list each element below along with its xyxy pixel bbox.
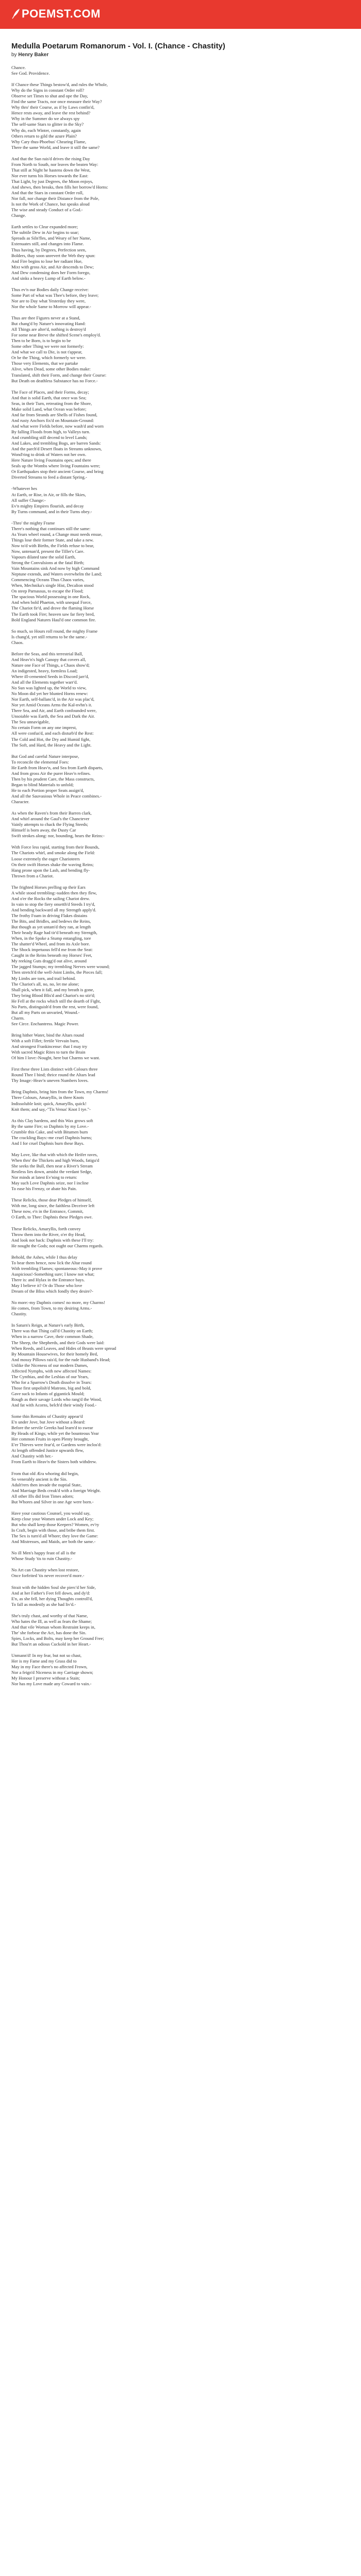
- poem-author-line: [11, 52, 347, 58]
- poem-body: Chance. See God. Providence. If Chance these Things bestow'd, and rules the Whole, Why do the Signs in constant Order roll? Observe set Times to shut and ope the Day, Find the same Tracts, nor once measure their Way? Why thro' their Course, as if by Laws confin'd, Hence rests away, and leave the rest behind? Why in the Summer do we always spy The self-same Stars to glitter in the Sky? Why do, each Winter, constantly, again Others return to gild the azure Plain? Why Cary thus-Phoebus' Chearing Flame, There the same World, and leave it still the same? And that the Sun rais'd drives the rising Day From North to South, nor leaves the beaten Way: That still at Night he hastens down the West, Nor ever turns his Horses towards the East: That Light, by just Degrees, the Moon enjoys, And shews, then breaks, then fills her borrow'd Horns: And that the Stars in constant Order roll, Nor fall, nor change their Distance from the Pole, Is not the Work of Chance, but speaks aloud The wise and steady Conduct of a God.- Change. Earth settles to Clear expanded more; The subtile Dew in Air begins to soar; Spreads as Siln'fles, and Weary of her Name, Extenuates still, and changes into Flame. Thus having, by Degrees, Perfection seen, Bolders, thay soon unrevert the Web they spun: And Fire begins to lose her radiant Hue, Mixt with gross Air, and Air descends to Dew; And Dew condensing does her Form forego, And sinks a heavy Lump of Earth below.- Thus ev'n our Bodies daily Change receive: Some Part of what was Thee's before, they leave; Nor are to Day what Yesterday they were, Nor the whole Same to Morrow will appear.- Thus are thee Figures never at a Stand, But chang'd by Nature's innovating Hand: All Things are alter'd, nothing is destroy'd For some near Breve the shifted Scene's employ'd. Then to be Born, is to begin to be Some other Thing we were not formerly: And what we call to Die, is not t'appear, Or be the Thing, which formerly we were. Those very Elements, that we partake Alive, when Dead, some other Bodies make: Translated, shift their Form, and change their Course: But Death on deathless Substance has no Force.- The Face of Places, and their Forms, decay; And that is solid Earth, that once was Sea; Seas, in their Turn, retreating from the Shore, Make solid Land, what Ocean was before; And far from Strands are Shells of Fishes found, And rusty Anchors fix'd on Mountain-Ground: And what were Fields before, now wash'd and worn By falling Floods from high, to Valleys turn. And crumbling still decend to level Lands; And Lakes, and trembling Bogs, are barren Sands: And the parch'd Desert floats in Streams unknown, Wond'ring to drink of Waters not her own. Here Nature living Fountains opes; and there Seals up the Wombs where living Fountains were; Or Earthquakes stop their ancient Course, and bring Diverted Streams to feed a distant Spring.- -Whatever hes At Earth, or Rise, in Air, or fills the Skies, All suffer Change:- Ev'n mighty Empires flourish, and decay By Turns command, and in their Turns obey.- -Thro' the mighty Frame There's nothing that continues still the same: As Years wheel round, a Change must needs ensue, Things lose their former State, and take a new. Now to'd with Births, the Fields refuse to bear, Now, untenan'd, present the Tiller's Care. Vapours dilated tane the solid Earth, Strong the Convulsions at the fatal Birth; Vain Mountains sink And now by high Command Neptune extends, and Waters overwhelm the Land; Commencing Oceans Thus Chaos varies, When, Mechnika's single Hist, Decalion stood On steep Parnassus, to escape the Flood; The spacious World possessing in one Rock, And when bold Phaeton, with unequal Force, The Chariot fir'd, and drove the flaming Horse The Earth took Fire; heaven saw far fiery bred, Bold England Natures Haul'd one common fire. So much, so Hours roll round, the mighty Frame Is chang'd, yet still returns to be the same.- Chaos. Before the Seas, and this terrestrial Ball, And Heav'n's high Canopy that covers all, Nature one Face of Things, a Chaos show'd; An indigested, heavy, formless Load; Where ill-cemented Seeds in Discord jarr'd, And all the Elements together warr'd. No Sun was lighted up, the World to view, No Moon did yet her blunted Horns renew: Nor Earth, self-ballanc'd, in the Air was plac'd, Nor yet Amid Oceans Arms the Kal-nvhn's it. There Sea, and Air, and Earth confounded were, Unsoiable was Earth, the Sea and Dark the Air. The Sea unnavigable, No certain Form on any one imprest, All were confus'd, and each disturb'd the Rest: The Cold and Hot, the Dry and Humid fight, The Soft, and Hard, the Heavy and the Light. But God and careful Nature interpose, To reconcile the elemental Foes: He Earth from Heav'n, and Sea from Earth disparts, And from gross Air the purer Heav'n refines. Then by his prudent Care, the Mass constructs, Began to blind Materials to unfold; He to each Portion proper Seats assign'd, And all the Sauvasious Whole in Peace combines.- Character. As when the Raven's from their Barren clark, And whirl around the Gaul's the Chanctever Vainly attempts to chack the Flying Steeds; Himself is born away, the Dusty Car Swift strokes along: nor, bounding, hears the Reins:- With Force less rapid, starting from their Bounds, The Chariots whirl, and smoke along the Field: Loose extremely the eager Charioteers On their swift Horses shake the waving Reins; Hang prone upon the Lash, and bending fly- Thrown from a Chariot. The frighted Horses prelling up their Ears A while stood trembling:-sudden then they flew, And o'er the Rocks the sailing Chariot drew. In vain to stop the fiery onsetth'd Steeds I try'd, And bending backward all my Strength apply'd. The frothy Foam in driving Flakes distains The Bits, and Bridles, and bedews the Reins, But though as yet untam'd they ran, at length Their heady Rage had tir'd beneath my Strength, When, in the Spoke a Stump entangling, tore The shatter'd Wheel, and from its Axle bore. The Shock impetuous fell'd me from the Seat: Caught in the Reins beneath my Horses' Feet, My reeking Guts dragg'd out alive, around The jagged Stumps; my trembling Nerves were wound; Then stretch'd the well-Joint Limbs, the Pieces fall; My Limbs are torn, and trail behind. The Chariot's all, no, no, let me alone; Shall pick, when it fall, and my breath is gone, They bring Blood Blis'd and Chariot's no stir'd; He Fell at the rocks which still the dearth of Fight, No Parts, distinguish'd from the rest, were found, But all my Parts on unvaried, Wound.- Charm. See Circe. Enchantress. Magic Power. Bring hither Water, bind the Altars round With a soft Fillet; fertile Vervain burn, And strongest Frankincense: that I may try With sacred Magic Rites to turn the Brain Of him I love:-Nought, here but Charms we want. First these three Lists distinct with Colours three Round Thee I bind; thrice round the Altars lead Thy Image:-Heav'n uneven Numbers loves. Bring Daphnis, bring him from the Town, my Charms! Three Colours, Amaryllis, in three Knots Indissoluble knit; quick, Amaryllis, quick! Knit them; and say,-"Tis Venus' Knot I tye."- As this Clay hardens, and this Wax grows soft By the same Fire; so Daphnis by my Love.- Crumble this Cake, and with Bitumen burn The crackling Bays:-me cruel Daphnis burns; And I for cruel Daphnis burn these Bays. May Love, like that with which the Heifer raves, When thro' the Thickets and high Woods, fatigu'd She seeks the Bull, then near a River's Stream Restless lies down, amidst the verdant Sedge, Nor minds at latest Ev'ning to return: May such Love Daphnis seize, nor I incline To ease his Frenzy, or abate his Pain. These Relicks, those dear Pledges of himself, With me, long since, the faithless Deceiver left These now, e'n in the Entrance, Commit, O Earth, to Thee: Daphnis these Pledges owe. These Relicks, Amaryllis, forth convey Throw them into the River, o'er thy Head, And look not back: Daphnis with these I'll try: He nought the Gods; not ought our Charms regards. Behold, the Ashes, while I thus delay To bear them hence, now lick the Altar round With trembling Flames; spontaneous:-May it prove Auspicious!-Something sure; I know not what; There is: and Hylax in the Entrance bays. May I believe it? Or do Those who love Dream of the Bliss which fondly they desire?- No more:-my Daphnis comes! no more, my Charms! He comes, from Town, to my desiring Arms.- Chastity. In Saturn's Reign, at Nature's early Birth, There was that Thing call'd Chastity on Earth; When in a narrow Cave, their common Shade, The Sheep, the Shepherds, and their Gods were laid: When Reeds, and Leaves, and Hides of Beasts were spread By Mountain Housewives, for their homely Bed, And mossy Pillows rais'd, for the rude Husband's Head; Unlike the Niceness of our modern Dames, Affected Nymphs, with new affected Names: The Cynthias, and the Lesbias of our Years, Who for a Sparrow's Death dissolve in Tears: Those first unpolish'd Matrons, big and bold, Gave suck to Infants of gigantick Mould; Rough as their savage Lords who rang'd the Wood, And fat with Acorns, belch'd their windy Food.- Some thin Remains of Chastity appear'd E'n under Jove, but Jove without a Beard: Before the servile Greeks had learn'd to swear By Heads of Kings; while yet the bounteous Year Her common Fruits in open Plenty brought, E'er Thieves were fear'd, or Gardens were inclos'd: At length offended Justice upwards flew, And Chastity with her.- From Earth to Heav'n the Sisters both withdrew. From that old Æra whoring did begin, So venerably ancient is the Sin. Adult'rers then invade the nuptial State, And Marriage Beds creak'd with a foreign Weight. All other Ills did Iron Times adorn; But Whores and Silver in one Age were born.- Have your cautious Counsel, you would say, Keep close your Women under Lock and Key; But who shall keep those Keepers? Women, ev'ry In Craft, begin with those, and bribe them first. The Sex is turn'd all Whore; they love the Game: And Mistresses, and Maids, are both the same.- No ill Men's happy feast of all is the Whose Study 'tis to ruin Chastity.- No Art can Chastity when lost restore, Once forfeited 'tis never recover'd more.- Strait with the hidden Soul she pierc'd her Side, And at her Father's Feet fell down, and dy'd: E'n, as she fell, her dying Thoughts controll'd, To fall as modestly as she had liv'd.- She's truly chast, and worthy of that Name, Who hates the Ill, as well as fears the Shame; And that vile Woman whom Restraint keeps in, The' she forbear the Act, has done the Sin. Spies, Locks, and Bolts, may keep her Ground Free; But Thou'rt an odious Cuckold in her Heart.- Unmann'd! In my fear, but not so chast, Her is my Fame and my Grass did to May in my Face there's no affected Frown, Nor a feign'd Niceness in my Carriage shown; My Honour I preserve without a Stain; Nor has my Love made any Coward to vain.-: [11, 65, 117, 1687]
- site-header: [0, 0, 361, 29]
- author-name[interactable]: Henry Baker: [18, 52, 49, 58]
- poem-container: [11, 41, 347, 1687]
- author-prefix: by: [11, 52, 17, 58]
- logo-text: POEM: [22, 7, 56, 20]
- feather-icon: [11, 8, 21, 19]
- site-logo[interactable]: [11, 7, 101, 21]
- poem-title: Medulla Poetarum Romanorum - Vol. I. (Chance - Chastity): [11, 42, 225, 50]
- logo-suffix: ST.COM: [56, 7, 101, 20]
